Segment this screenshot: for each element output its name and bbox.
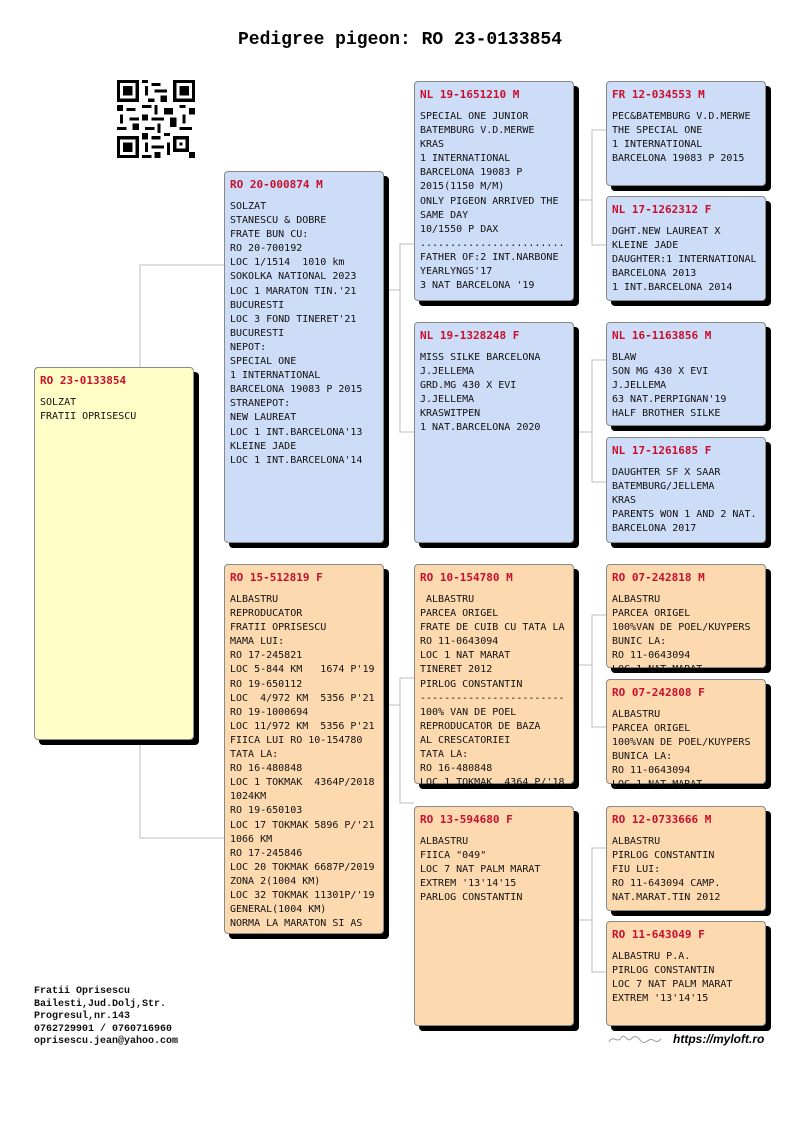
dam-dam-sire-details <box>612 835 760 905</box>
detail-line: 3 NAT BARCELONA '19 <box>420 280 535 292</box>
detail-line: GENERAL(1004 KM) <box>230 904 327 916</box>
signature-icon <box>607 1032 663 1046</box>
detail-line: YEARLYNGS'17 <box>420 266 493 278</box>
sire-ring-number: RO 20-000874 M <box>230 178 323 191</box>
detail-line: STRANEPOT: <box>230 398 291 410</box>
detail-line: RO 17-245846 <box>230 847 303 859</box>
detail-line: SOLZAT <box>40 397 77 408</box>
detail-line: BUNIC LA: <box>612 636 667 648</box>
detail-line: Fratii Oprisescu <box>34 986 131 997</box>
detail-line: TATA LA: <box>230 749 279 761</box>
owner-contact <box>34 986 178 1049</box>
detail-line: 1066 KM <box>230 833 273 845</box>
detail-line: LOC 32 TOKMAK 11301P/'19 <box>230 889 375 901</box>
dam-dam-dam-ring-number: RO 11-643049 F <box>612 928 705 941</box>
detail-line: ALBASTRU P.A. <box>612 951 691 962</box>
detail-line: EXTREM '13'14'15 <box>612 993 709 1005</box>
detail-line: RO 11-0643094 <box>612 650 691 662</box>
detail-line: PARLOG CONSTANTIN <box>420 892 523 904</box>
detail-line: PEC&BATEMBURG V.D.MERWE <box>612 111 751 122</box>
detail-line: THE SPECIAL ONE <box>612 125 703 137</box>
detail-line: 1 NAT.BARCELONA 2020 <box>420 422 541 434</box>
detail-line: ALBASTRU <box>230 594 279 605</box>
detail-line: AL CRESCATORIEI <box>420 734 511 746</box>
detail-line: FIICA LUI RO 10-154780 <box>230 734 363 746</box>
detail-line: 100%VAN DE POEL/KUYPERS <box>612 622 751 634</box>
detail-line: LOC 1 NAT MARAT <box>612 664 703 676</box>
sire-dam-sire-details <box>612 351 760 421</box>
detail-line: FIU LUI: <box>612 864 661 876</box>
detail-line: KLEINE JADE <box>230 440 297 452</box>
detail-line: ALBASTRU <box>420 836 469 847</box>
detail-line: KRAS <box>420 139 445 151</box>
sire-dam-sire-ring-number: NL 16-1163856 M <box>612 329 712 342</box>
detail-line: FRATII OPRISESCU <box>40 411 137 423</box>
detail-line: PARENTS WON 1 AND 2 NAT. <box>612 509 757 521</box>
detail-line: LOC 1 TOKMAK 4364P/2018 <box>230 777 375 789</box>
detail-line: GRD.MG 430 X EVI <box>420 380 517 392</box>
detail-line: EXTREM '13'14'15 <box>420 878 517 890</box>
detail-line: PARCEA ORIGEL <box>612 723 691 735</box>
detail-line: LOC 1 NAT MARAT <box>420 650 511 662</box>
detail-line: DAUGHTER SF X SAAR <box>612 467 721 478</box>
main-pigeon-card <box>34 367 194 740</box>
sire-sire-dam-details <box>612 225 760 295</box>
detail-line: LOC 3 FOND TINERET'21 <box>230 313 357 325</box>
detail-line: ALBASTRU <box>612 709 661 720</box>
sire-card <box>224 171 384 543</box>
detail-line: 1 INTERNATIONAL <box>420 153 511 165</box>
detail-line: PARCEA ORIGEL <box>420 608 499 620</box>
detail-line: ------------------------ <box>420 692 565 704</box>
detail-line: REPRODUCATOR <box>230 608 303 620</box>
detail-line: Bailesti,Jud.Dolj,Str. <box>34 998 167 1010</box>
detail-line: LOC 7 NAT PALM MARAT <box>612 979 733 991</box>
detail-line: FATHER OF:2 INT.NARBONE <box>420 251 559 263</box>
detail-line: RO 16-480848 <box>230 763 303 775</box>
detail-line: SOLZAT <box>230 201 267 212</box>
detail-line: LOC 5-844 KM 1674 P'19 <box>230 664 375 676</box>
detail-line: MAMA LUI: <box>230 636 285 648</box>
detail-line: PIRLOG CONSTANTIN <box>612 965 715 977</box>
detail-line: BATEMBURG V.D.MERWE <box>420 125 535 137</box>
detail-line: BUNICA LA: <box>612 751 673 763</box>
detail-line: BLAW <box>612 352 637 363</box>
detail-line: FRATII OPRISESCU <box>230 622 327 634</box>
detail-line: LOC 4/972 KM 5356 P'21 <box>230 692 375 704</box>
detail-line: FIICA "049" <box>420 850 487 862</box>
detail-line: NEPOT: <box>230 341 267 353</box>
detail-line: BARCELONA 19083 P 2015 <box>230 384 363 396</box>
detail-line: NEW LAUREAT <box>230 412 297 424</box>
detail-line: LOC 1 INT.BARCELONA'14 <box>230 454 363 466</box>
detail-line: MISS SILKE BARCELONA <box>420 352 541 363</box>
detail-line: REPRODUCATOR DE BAZA <box>420 720 541 732</box>
detail-line: TATA LA: <box>420 749 469 761</box>
main-details <box>40 396 188 424</box>
dam-dam-sire-ring-number: RO 12-0733666 M <box>612 813 712 826</box>
dam-dam-dam-card <box>606 921 766 1026</box>
detail-line: SPECIAL ONE JUNIOR <box>420 111 529 122</box>
detail-line: RO 11-0643094 <box>420 636 499 648</box>
detail-line: LOC 1 TOKMAK 4364 P/'18 <box>420 777 565 789</box>
detail-line: RO 16-480848 <box>420 763 493 775</box>
detail-line: KRASWITPEN <box>420 408 481 420</box>
detail-line: J.JELLEMA <box>612 380 667 392</box>
dam-sire-dam-card <box>606 679 766 791</box>
dam-sire-card <box>414 564 574 789</box>
dam-sire-dam-details <box>612 708 760 793</box>
detail-line: LOC 11/972 KM 5356 P'21 <box>230 720 375 732</box>
dam-sire-details <box>420 593 568 790</box>
detail-line: 10/1550 P DAX <box>420 223 499 235</box>
dam-card <box>224 564 384 934</box>
dam-dam-sire-card <box>606 806 766 911</box>
detail-line: PIRLOG CONSTANTIN <box>612 850 715 862</box>
detail-line: BARCELONA 2017 <box>612 523 697 535</box>
detail-line: 100%VAN DE POEL/KUYPERS <box>612 737 751 749</box>
detail-line: DGHT.NEW LAUREAT X <box>612 226 721 237</box>
detail-line: 1 INTERNATIONAL <box>230 370 321 382</box>
main-ring-number: RO 23-0133854 <box>40 374 127 387</box>
detail-line: ........................ <box>420 237 565 249</box>
detail-line: RO 11-643094 CAMP. <box>612 878 721 890</box>
website-link[interactable]: https://myloft.ro <box>673 1032 765 1046</box>
detail-line: LOC 1/1514 1010 km <box>230 257 345 269</box>
detail-line: BARCELONA 2013 <box>612 268 697 280</box>
detail-line: J.JELLEMA <box>420 394 475 406</box>
detail-line: FRATE BUN CU: <box>230 229 309 241</box>
detail-line: BARCELONA 19083 P 2015 <box>612 153 745 165</box>
detail-line: ALBASTRU <box>612 836 661 847</box>
detail-line: LOC 17 TOKMAK 5896 P/'21 <box>230 819 375 831</box>
detail-line: oprisescu.jean@yahoo.com <box>34 1036 179 1047</box>
detail-line: J.JELLEMA <box>420 366 475 378</box>
sire-sire-sire-details <box>612 110 760 166</box>
detail-line: RO 19-1000694 <box>230 706 309 718</box>
detail-line: LOC 7 NAT PALM MARAT <box>420 864 541 876</box>
dam-details <box>230 593 378 931</box>
detail-line: BUCURESTI <box>230 327 285 339</box>
sire-dam-ring-number: NL 19-1328248 F <box>420 329 520 342</box>
detail-line: ONLY PIGEON ARRIVED THE <box>420 195 559 207</box>
detail-line: LOC 1 INT.BARCELONA'13 <box>230 426 363 438</box>
sire-sire-sire-card <box>606 81 766 186</box>
sire-sire-ring-number: NL 19-1651210 M <box>420 88 520 101</box>
sire-dam-dam-details <box>612 466 760 536</box>
detail-line: ALBASTRU <box>612 594 661 605</box>
sire-dam-dam-card <box>606 437 766 543</box>
sire-dam-details <box>420 351 568 436</box>
detail-line: RO 11-0643094 <box>612 765 691 777</box>
detail-line: LOC 1 NAT MARAT <box>612 779 703 791</box>
detail-line: BATEMBURG/JELLEMA <box>612 481 715 493</box>
sire-dam-sire-card <box>606 322 766 426</box>
detail-line: STANESCU & DOBRE <box>230 215 327 227</box>
dam-dam-details <box>420 835 568 905</box>
detail-line: SAME DAY <box>420 209 469 221</box>
dam-dam-ring-number: RO 13-594680 F <box>420 813 513 826</box>
detail-line: RO 19-650112 <box>230 678 303 690</box>
detail-line: ZONA 2(1004 KM) <box>230 875 321 887</box>
detail-line: KRAS <box>612 495 637 507</box>
detail-line: PIRLOG CONSTANTIN <box>420 678 523 690</box>
detail-line: SPECIAL ONE <box>230 356 297 368</box>
detail-line: PARCEA ORIGEL <box>612 608 691 620</box>
detail-line: DAUGHTER:1 INTERNATIONAL <box>612 254 757 266</box>
detail-line: 2015(1150 M/M) <box>420 181 505 193</box>
sire-sire-sire-ring-number: FR 12-034553 M <box>612 88 705 101</box>
detail-line: NORMA LA MARATON SI AS <box>230 918 363 930</box>
sire-dam-dam-ring-number: NL 17-1261685 F <box>612 444 712 457</box>
dam-sire-sire-details <box>612 593 760 678</box>
sire-sire-dam-card <box>606 196 766 301</box>
dam-sire-dam-ring-number: RO 07-242808 F <box>612 686 705 699</box>
detail-line: RO 19-650103 <box>230 805 303 817</box>
dam-dam-card <box>414 806 574 1026</box>
detail-line: BARCELONA 19083 P <box>420 167 523 179</box>
detail-line: KLEINE JADE <box>612 240 679 252</box>
detail-line: FRATE DE CUIB CU TATA LA <box>420 622 565 634</box>
sire-sire-card <box>414 81 574 301</box>
detail-line: SOKOLKA NATIONAL 2023 <box>230 271 357 283</box>
dam-dam-dam-details <box>612 950 760 1006</box>
dam-sire-sire-card <box>606 564 766 676</box>
detail-line: HALF BROTHER SILKE <box>612 408 721 420</box>
detail-line: SON MG 430 X EVI <box>612 366 709 378</box>
dam-ring-number: RO 15-512819 F <box>230 571 323 584</box>
detail-line: RO 17-245821 <box>230 650 303 662</box>
detail-line: ALBASTRU <box>420 594 475 605</box>
page-title: Pedigree pigeon: RO 23-0133854 <box>237 30 563 50</box>
detail-line: 100% VAN DE POEL <box>420 706 517 718</box>
detail-line: TINERET 2012 <box>420 664 493 676</box>
detail-line: RO 20-700192 <box>230 243 303 255</box>
sire-sire-details <box>420 110 568 293</box>
detail-line: Progresul,nr.143 <box>34 1011 131 1022</box>
sire-dam-card <box>414 322 574 543</box>
sire-details <box>230 200 378 468</box>
detail-line: LOC 20 TOKMAK 6687P/2019 <box>230 861 375 873</box>
detail-line: 0762729901 / 0760716960 <box>34 1023 173 1035</box>
sire-sire-dam-ring-number: NL 17-1262312 F <box>612 203 712 216</box>
detail-line: BUCURESTI <box>230 299 285 311</box>
dam-sire-ring-number: RO 10-154780 M <box>420 571 513 584</box>
detail-line: 1 INTERNATIONAL <box>612 139 703 151</box>
detail-line: NAT.MARAT.TIN 2012 <box>612 892 721 904</box>
detail-line: 1 INT.BARCELONA 2014 <box>612 282 733 294</box>
detail-line: 1024KM <box>230 791 267 803</box>
dam-sire-sire-ring-number: RO 07-242818 M <box>612 571 705 584</box>
detail-line: LOC 1 MARATON TIN.'21 <box>230 285 357 297</box>
detail-line: 63 NAT.PERPIGNAN'19 <box>612 394 727 406</box>
